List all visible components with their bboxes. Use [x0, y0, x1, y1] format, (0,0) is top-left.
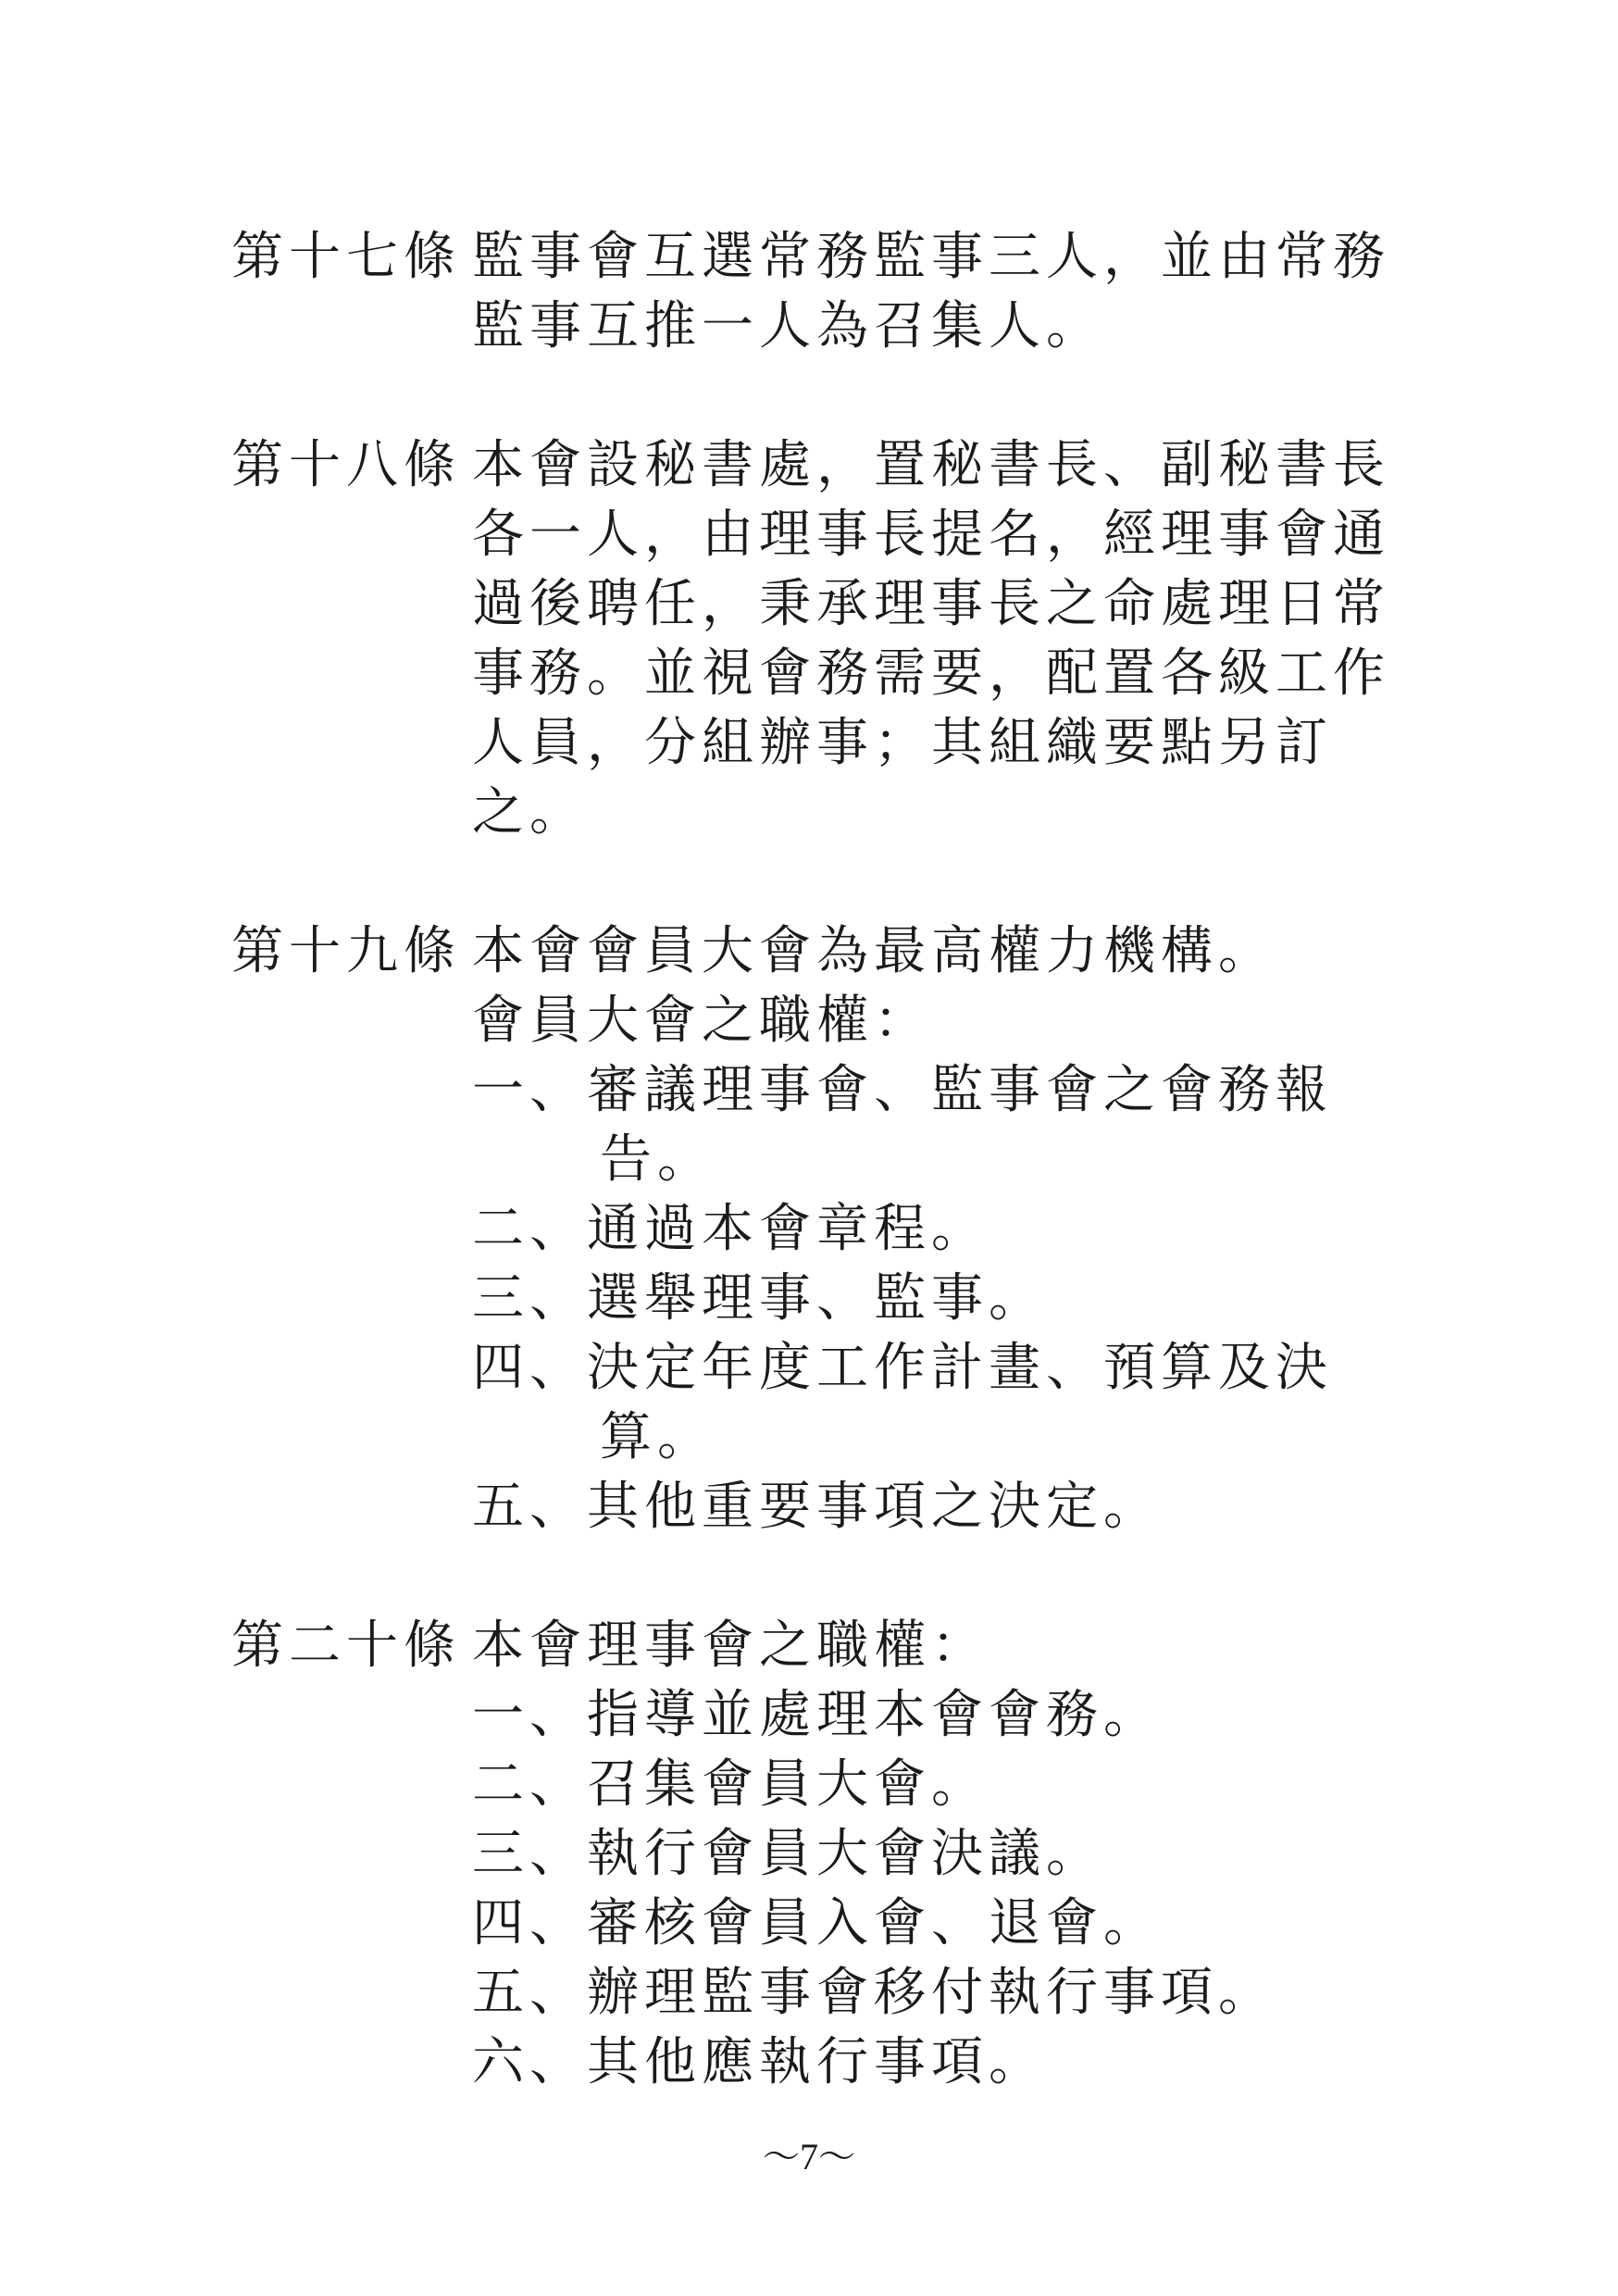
item-marker: 五、 — [472, 1477, 587, 1537]
article-17-line-2: 監事互推一人為召集人。 — [472, 296, 1103, 356]
article-20-line-1: 本會理事會之職權： — [472, 1616, 989, 1676]
item-text: 其他重要事項之決定。 — [587, 1477, 1161, 1537]
page-number: ～7～ — [763, 2136, 855, 2177]
article-19-item-1-cont: 告。 — [600, 1129, 715, 1190]
item-marker: 一、 — [472, 1060, 587, 1120]
article-19-item-4-cont: 算。 — [600, 1407, 715, 1467]
article-19-item-2 — [472, 1199, 989, 1259]
item-marker: 四、 — [472, 1338, 587, 1398]
article-20-item-5 — [472, 1963, 1276, 2023]
item-text: 審核會員入會、退會。 — [587, 1893, 1161, 1953]
item-marker: 一、 — [472, 1685, 587, 1745]
article-19-heading: 第十九條 — [231, 921, 461, 981]
item-marker: 二、 — [472, 1754, 587, 1815]
item-text: 召集會員大會。 — [587, 1754, 989, 1815]
article-19-line-2: 會員大會之職權： — [472, 991, 931, 1051]
article-20-heading: 第二十條 — [231, 1616, 461, 1676]
article-18-line-1: 本會設秘書處，置秘書長、副秘書長 — [472, 435, 1390, 495]
item-marker: 二、 — [472, 1199, 587, 1259]
article-18-line-5: 人員，分組辦事；其組織要點另訂 — [472, 713, 1333, 773]
article-19-item-4 — [472, 1338, 1333, 1398]
article-19-item-1 — [472, 1060, 1333, 1120]
item-text: 決定年度工作計畫、預算及決 — [587, 1338, 1333, 1398]
item-text: 其他應執行事項。 — [587, 2032, 1046, 2092]
article-17-line-1: 監事會互選常務監事三人，並由常務 — [472, 227, 1390, 287]
item-text: 審議理事會、監事會之會務報 — [587, 1060, 1333, 1120]
item-text: 執行會員大會決議。 — [587, 1824, 1103, 1884]
item-text: 辦理監事會移付執行事項。 — [587, 1963, 1276, 2023]
item-marker: 四、 — [472, 1893, 587, 1953]
article-20-item-1 — [472, 1685, 1161, 1745]
article-20-item-6 — [472, 2032, 1046, 2092]
article-19-line-1: 本會會員大會為最高權力機構。 — [472, 921, 1276, 981]
item-text: 選舉理事、監事。 — [587, 1268, 1046, 1329]
article-17-heading: 第十七條 — [231, 227, 461, 287]
article-19-item-3 — [472, 1268, 1046, 1329]
article-20-item-3 — [472, 1824, 1103, 1884]
article-18-heading: 第十八條 — [231, 435, 461, 495]
article-18-line-4: 事務。並視會務需要，配置各級工作 — [472, 643, 1390, 704]
item-marker: 三、 — [472, 1268, 587, 1329]
article-18-line-6: 之。 — [472, 782, 587, 842]
item-marker: 三、 — [472, 1824, 587, 1884]
article-18-line-2: 各一人，由理事長提名，經理事會通 — [472, 505, 1390, 565]
article-19-item-5 — [472, 1477, 1161, 1537]
article-20-item-4 — [472, 1893, 1161, 1953]
article-20-item-2 — [472, 1754, 989, 1815]
item-text: 指導並處理本會會務。 — [587, 1685, 1161, 1745]
article-18-line-3: 過後聘任，秉承理事長之命處理日常 — [472, 574, 1390, 634]
item-text: 通過本會章程。 — [587, 1199, 989, 1259]
item-marker: 六、 — [472, 2032, 587, 2092]
item-marker: 五、 — [472, 1963, 587, 2023]
